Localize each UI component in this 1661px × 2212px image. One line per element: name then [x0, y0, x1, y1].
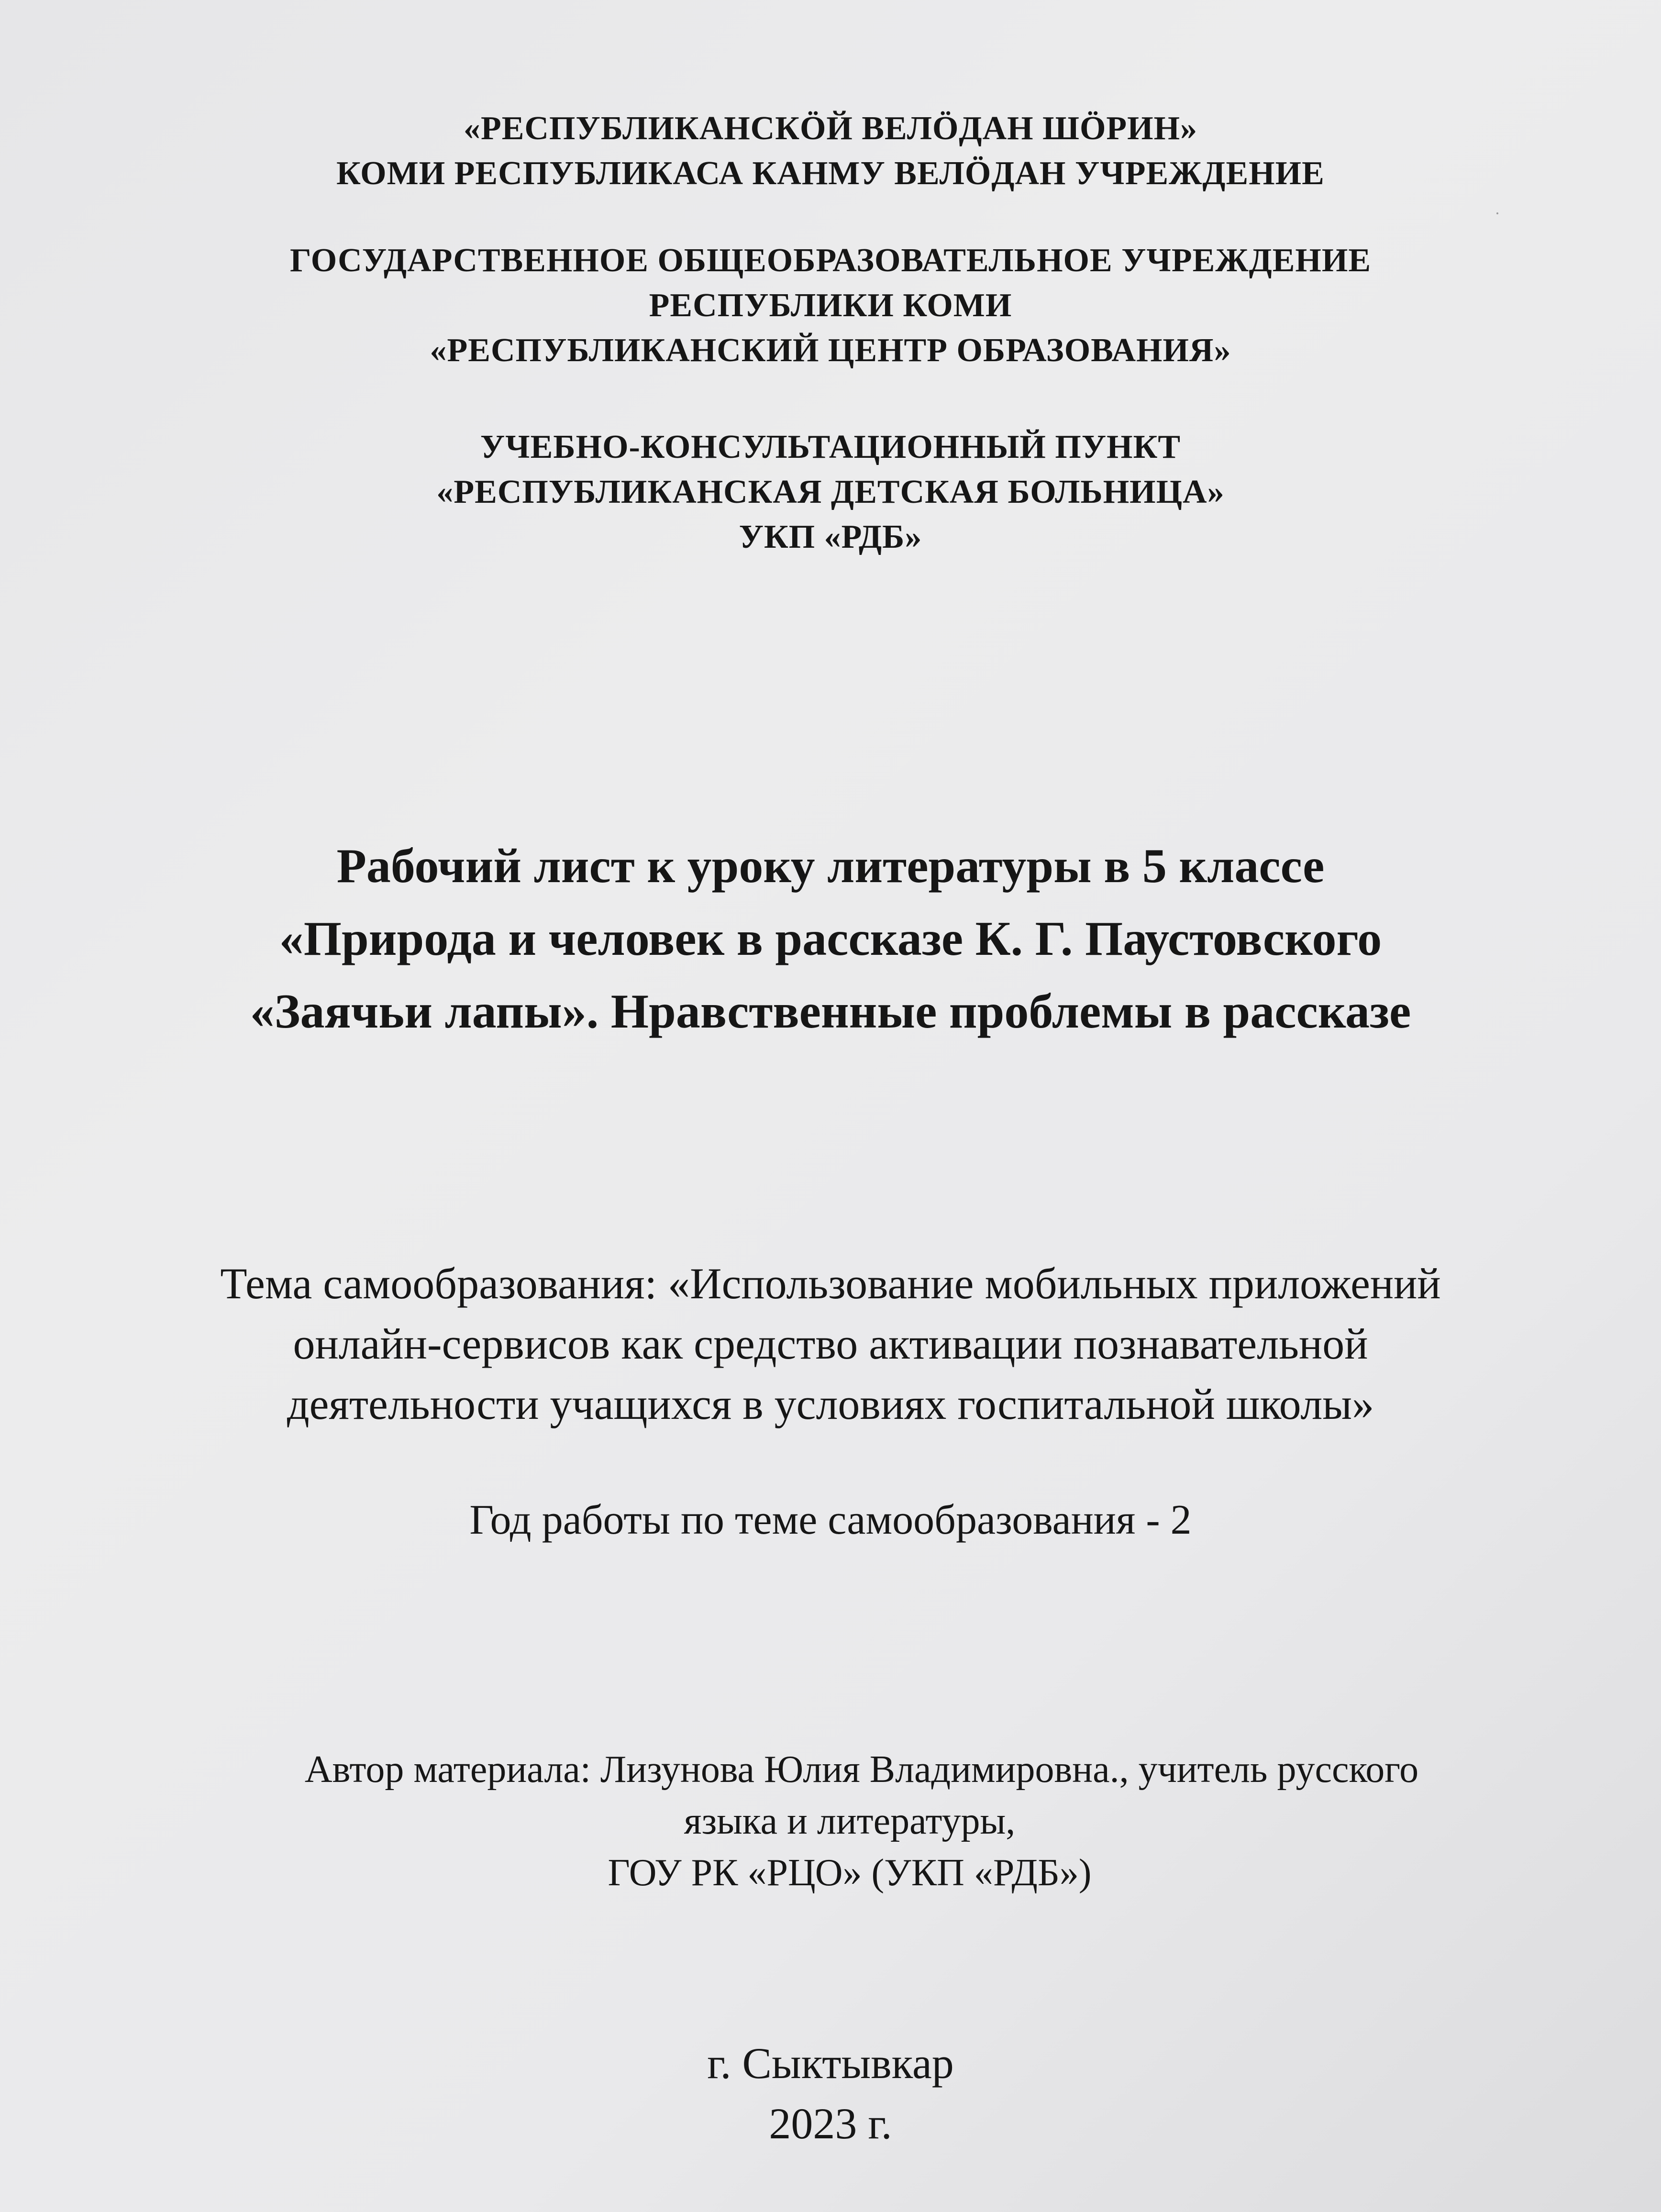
author-line: языка и литературы, [684, 1800, 1016, 1842]
work-year-line [0, 1492, 1661, 1549]
year: 2023 г. [769, 2099, 892, 2148]
header-line: УЧЕБНО-КОНСУЛЬТАЦИОННЫЙ ПУНКТ [480, 429, 1181, 465]
header-line: «РЕСПУБЛИКАНСКÖЙ ВЕЛÖДАН ШÖРИН» [463, 110, 1198, 147]
author-info [0, 1744, 1661, 1899]
title-line: «Заячьи лапы». Нравственные проблемы в рассказе [250, 984, 1411, 1039]
header-line: ГОСУДАРСТВЕННОЕ ОБЩЕОБРАЗОВАТЕЛЬНОЕ УЧРЕЖДЕНИЕ [289, 242, 1372, 279]
worksheet-title [0, 830, 1661, 1048]
institution-header-komi [0, 106, 1661, 196]
work-year-text: Год работы по теме самообразования - 2 [469, 1497, 1192, 1543]
header-line: РЕСПУБЛИКИ КОМИ [649, 287, 1012, 324]
title-line: «Природа и человек в рассказе К. Г. Паустовского [279, 912, 1382, 966]
author-line: ГОУ РК «РЦО» (УКП «РДБ») [608, 1852, 1092, 1894]
topic-line: Тема самообразования: «Использование мобильных приложений [220, 1259, 1441, 1308]
header-line: «РЕСПУБЛИКАНСКАЯ ДЕТСКАЯ БОЛЬНИЦА» [436, 474, 1225, 510]
institution-header-rco [0, 238, 1661, 373]
title-line: Рабочий лист к уроку литературы в 5 классе [336, 839, 1325, 893]
city: г. Сыктывкар [707, 2039, 954, 2088]
self-education-topic [0, 1253, 1661, 1434]
topic-line: онлайн-сервисов как средство активации познавательной [293, 1319, 1368, 1368]
header-line: «РЕСПУБЛИКАНСКИЙ ЦЕНТР ОБРАЗОВАНИЯ» [430, 332, 1231, 369]
city-year-footer [0, 2033, 1661, 2154]
header-line: КОМИ РЕСПУБЛИКАСА КАНМУ ВЕЛÖДАН УЧРЕЖДЕНИЕ [336, 155, 1325, 192]
paper-speck [1496, 212, 1498, 214]
author-line: Автор материала: Лизунова Юлия Владимировна., учитель русского [304, 1748, 1419, 1791]
header-line: УКП «РДБ» [739, 519, 922, 555]
topic-line: деятельности учащихся в условиях госпитальной школы» [287, 1380, 1374, 1428]
institution-header-ukp [0, 425, 1661, 560]
